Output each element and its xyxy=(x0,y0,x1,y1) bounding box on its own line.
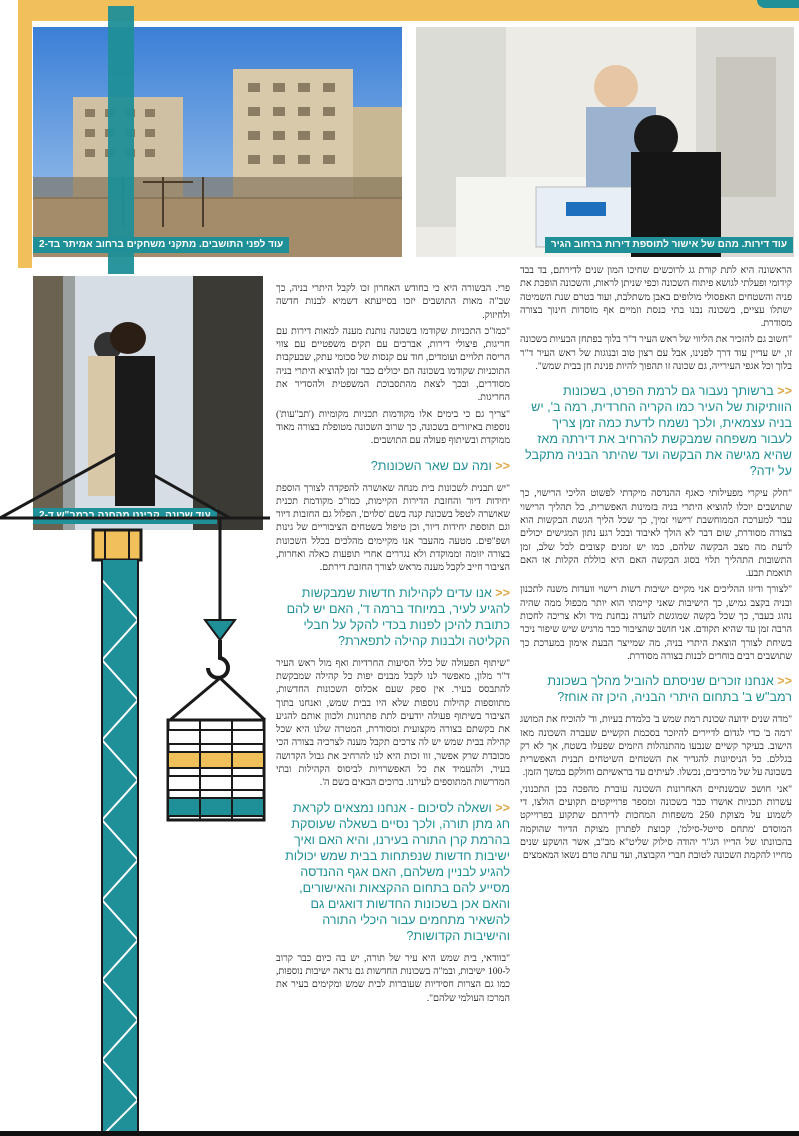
orange-frame-top xyxy=(18,0,799,21)
middle-p1: פרי. הבשורה היא כי בחודש האחרון זכו לקבל היתרי בניה, כך שב"ה מאות התושבים יזכו בסייעתא דשמיא לבנות חדשה ולחיזוק. xyxy=(276,283,510,321)
middle-question-1: << ומה עם שאר השכונות? xyxy=(370,458,510,473)
caption-top-right: עוד דירות. מהם של אישור לתוספת דירות ברחוב הגיר xyxy=(545,237,793,253)
right-question-1: << ברשותך נעבור גם לרמת הפרט, בשכונות הוותיקות של העיר כמו הקריה החרדית, רמה ב', יש בניה עצמאית, ולכך נשמח לדעת כמה זמן צריך לעבור משפחה שמבקשת להרחיב את דירתה מאז שהיא מגישה את הבקשה ועד שהיתר הבניה מתקבל על ידה? xyxy=(525,384,792,479)
right-p5: "מדה שנים ידועה שכונת רמת שמש ב' כלמדת בעיות, וד' להוכיח את המושג 'רמה ב' כדי לגדום לדיירים להיזכר בסכמת הקשיים שעברה השכונה מאז הישוב. בעיקר קשיים שנבעו מהתנהלות היזמים שפעלו בשטח, אך לא רק בגללם. כל הניסיונות להגדיר את השטחים השיטחים תבנית האפשרית בשכונה על של מרכיבים, נכשלו. לעיתים עד בראשיתם וחולקם במשך הזמן. xyxy=(520,714,792,779)
right-question-2: << אנחנו זוכרים שניסתם להוביל מהלך בשכונת רמב"ש ב' בתחום היתרי הבניה, היכן זה אוחז? xyxy=(547,674,792,705)
officials-reviewing-plans-photo xyxy=(416,27,794,257)
middle-column xyxy=(276,282,510,1132)
middle-p3: "צריך גם כי בימים אלו מקודמות תכניות מקומיות ('תב"עות') נוספות באיזורים בשכונה, כך שרוב השכונה מטופלת בצורה מאוד ממוקדת ובשיתוף פעולה עם התושבים. xyxy=(276,408,510,447)
right-p6: "אני חושב שבשנתיים האחרונות השכונה עוברת מהפכה בכן התכנוני, עשרות תכניות אושרו כבר בשכונה ומספר פרוייקטים תקועים הולצו, די לשמוע על מצוקת 250 משפחות המחכות לדירתם שתקוע בפרוייקט המוסדם 'מתחם סייטל-סילמ', קבוצת לפתרון מצוקת הדיור שהוקמה בהכוונתו של הדייו הג"ר יהודה סילוק שליט"א מב"ב, אשר הושקע שנים מחייו להקמת השכונה לטובת חברי הקבוצה, ועד עתה טרם נשאו המאמצים xyxy=(520,783,792,862)
right-p2: "חשוב גם להזכיר את הליווי של ראש העיר ד"ר בלוך בפתחן הבעיות בשכונה זו, יש עדיין עוד דרך לפנינו, אבל עם רצון טוב ובנוגות של ראש העיר ד"ר בלוך וכל אגפי העירייה, גם שכונה זו תהפוך להיות פנינת חן בבית שמש". xyxy=(520,334,792,373)
right-p3: "חלק עיקרי מפעילותי כאגף ההנדסה מיקדתי לפשוט הליכי הרישוי, כך שתושבים יוכלו להוציא היתרי בניה בזמינות האפשרית, כל תהליך הרישוי עבר למערכת הממוחשבת 'רישוי זמין', כך שכל הליך הגשת הבקשות הוא בצורה מסודרת, שום דבר לא הולך לאיבוד ובכל רגע נתון המגישים יכולים לדעת מה מצב הבקשה שלהם, כמו יש זמנים קצובים לכל שלב, זמן התשובות התהליך תלוי בסוג הבקשה האם היא כוללת הקלות או האם תואמת תבע. xyxy=(520,488,792,580)
orange-frame-corner xyxy=(757,0,799,8)
middle-p4: "יש תבנית לשכונות בית מנחה שאושרה להפקדה לצורך הוספת יחידות דיור והחזבת הדירות הקיימות, כמו"כ מקודמת תכנית שאושרה לטפל בשכונת קנה בשם 'סלוים', הפלול גם החזבות דיור וגם תוספת יחידות דיור, וכן טיפול בשטחים הציבוריים של גינות ושפ"פים. מטעה מהעבר אנו מקיימים מהלכים בכלל השכונות בצורה יזומה וממוקדת ולא נגררים אחרי תופעות כאלה ואחרות, הציבור חייב לקבל מענה מראש לצורך החזבת דירתם. xyxy=(276,482,510,574)
orange-frame-left xyxy=(18,0,32,268)
middle-question-2: << אנו עדים לקהילות חדשות שמבקשות להגיע לעיר, במיוחד ברמה ד', האם יש להם כתובת להיכן לפנות בכדי להקל על חבלי הקליטה ולבנות קהילה לתפארת? xyxy=(286,585,510,648)
bottom-rule xyxy=(0,1131,799,1136)
caption-top-left: עוד לפני התושבים. מתקני משחקים ברחוב אמיתר בד-2 xyxy=(33,237,289,253)
right-column xyxy=(520,264,792,1132)
crane-illustration xyxy=(0,430,270,1136)
right-p1: הראשונה היא לתת קורת גג לרוכשים שחיכו המון שנים לדירתם, בד בבד קידומי ופעלתי לגושא פיתוח השכונה וכפי שניתן לראות, והשכונה הופכת את פניה והשטחים האפסולי מולופים באבן משתלבת, ועוד בטרם שנת השמיטה ישתלו עציים, בשכונה נבנו בתי כנסת וזמיים אף מוסדות חינוך בצורה מסודרת. xyxy=(520,265,792,330)
middle-p5: "שיתוף הפעולה של כלל הסיעות החרדיות ואף מול ראש העיר ד"ר מלון, מאפשר לנו לקבל מבנים יפות כל קהילה שמבקשת להתבסס בעיר. אין ספק שעם אכלוס השכונות החדשות, מתווספות קהילות נוספות שלא היו בבית שמש, ואנחנו בתוך הציבור בשיתוף פעולה יודעים לתת פתרונות ולכוון אותם להגיע את בקשתם בצורה מקצועית ומסודרת, המטרה שלנו היא שכל קהילה בבית שמש יש לה צרכים תקבל מענה לצרכיה בצורה הכי מכובדת שרק אפשר, זוו זכות היא לנו להרחיב את גבול הקדושה בעיר, ולהעמיד את כל האפשרויות לביסוס הקהילות ובתי המדרשות המתוספים לעירנו. ברוכים הבאים בשם ה'. xyxy=(276,657,510,789)
middle-question-3: << ושאלה לסיכום - אנחנו נמצאים לקראת חג מתן תורה, ולכך נסיים בשאלה שעוסקת בהרמת קרן התורה בעירנו, והיא האם ואיך ישיבות חדשות שנפתחות בבית שמש יכולות להגיע לבניין משלהם, האם אגף ההנדסה מסייע להם בתחום ההקצאות והאישורים, והאם אכן בשכונות החדשות דואגים גם להשאיר מתחמים עבור היכלי התורה והישיבות הקדושות? xyxy=(285,800,510,943)
teal-stripe xyxy=(108,6,134,274)
middle-p2: "כמו"כ התכניות שקודמו בשכונה נותנת מענה למאות דירות עם חריגות, פיצולי דירות, אברכים עם תקים משפטיים עם צווי הריסה תלויים ועומדים, חוד עם קנסות של סכומי עתק, שבעקבות התוכניות שקודמו בשכונה הם יכולים כבר זמן להוציא היתרי בניה מסודרים, ובכך לצאת מהתסבוכת המשפטית ולהסדיר את החריגות. xyxy=(276,325,510,404)
caption-middle-left: עוד שכונה. קבינט מהחנה ברמב"ש ד-2 xyxy=(33,508,217,524)
construction-site-photo xyxy=(33,27,402,257)
right-p4: "לצורך ודיזו ההליכים אני מקיים ישיבות רשות רישוי וועדות משנה לתכנון ובניה בקצב גמיש, כך הישיבות שאני קיימתי הוא יותר מכפול ממה שהיה נהוג בעבר, כך שכל בקשה שמוגשת לועדה נבחנת מיד ולא צריכה לחכות הרבה זמן עד שהיא תקודם. אני חושב שהציבור כבר מרגיש שיש שיפור ניכר בשיחת לצורך הוצאת היתרי בניה, מה שמייצר הבעת אימון במערכת כך שתושבים רבים בוחרים לבנות בצורה מסודרת. xyxy=(520,584,792,662)
middle-p6: "בוודאי, בית שמש היא עיר של תורה, יש בה כיום כבר קרוב ל-100 ישיבות, ובמ"ה בשכונות החדשות גם נראה ישיבות נוספות, כמו גם הצרות חסידיות שעוברות לבית שמש ומקימים בעיר את המרכז העולמי שלהם". xyxy=(276,952,510,1004)
